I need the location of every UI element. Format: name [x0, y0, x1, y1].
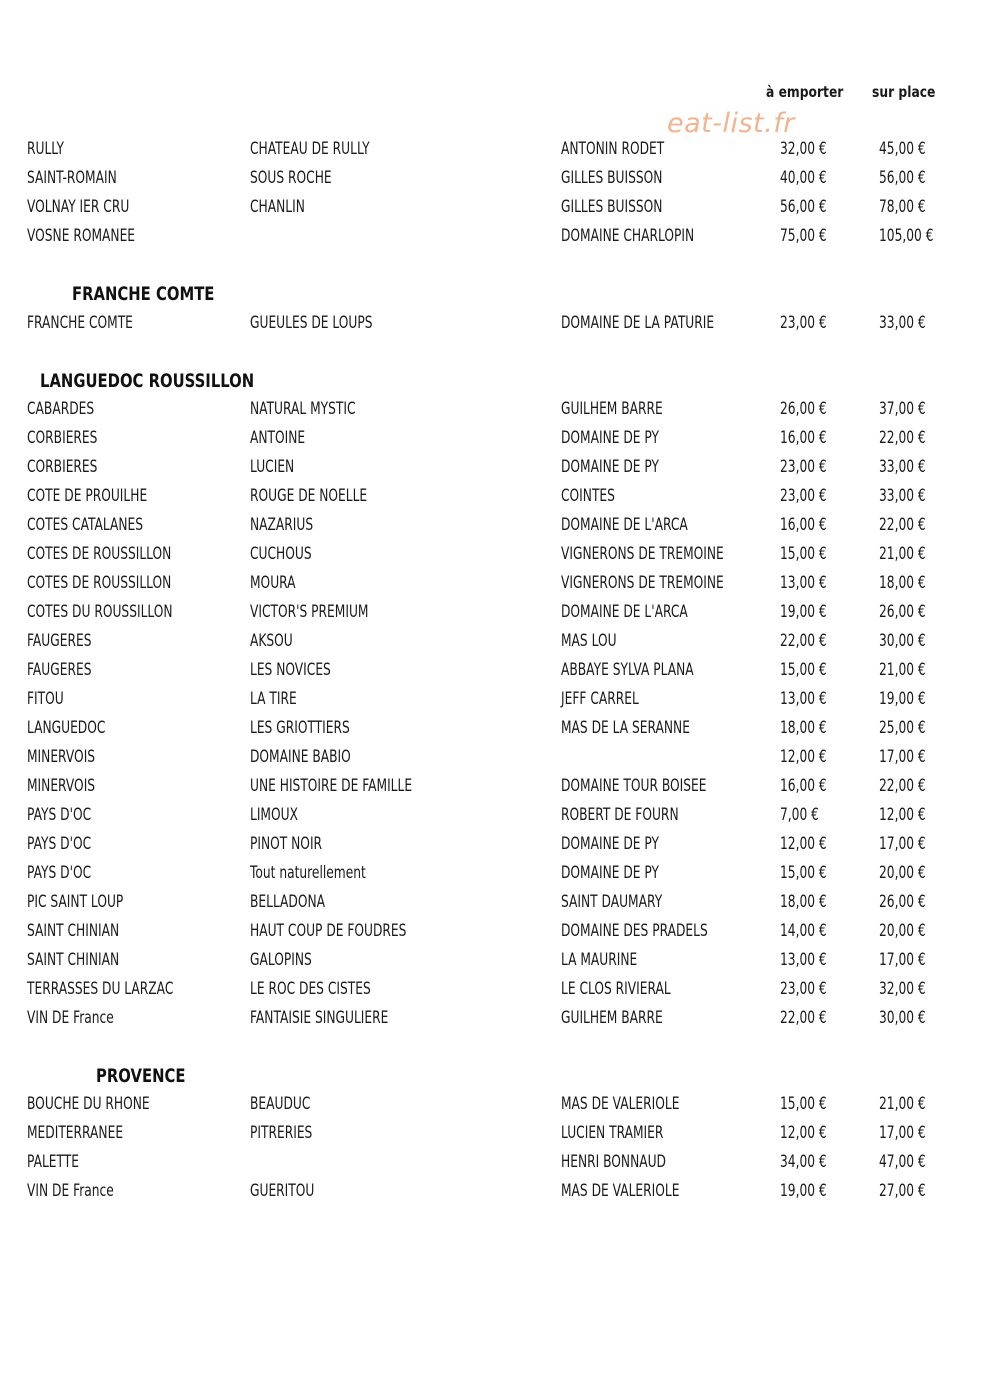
price-takeaway: 12,00 € — [780, 834, 827, 854]
wine-row — [0, 164, 989, 193]
wine-row — [0, 830, 989, 859]
appellation: CORBIERES — [27, 457, 98, 477]
price-on-site: 27,00 € — [879, 1181, 926, 1201]
producer: LA MAURINE — [561, 950, 638, 970]
producer: DOMAINE DE LA PATURIE — [561, 313, 715, 333]
appellation: SAINT CHINIAN — [27, 921, 120, 941]
cuvee: LES GRIOTTIERS — [250, 718, 350, 738]
appellation: FRANCHE COMTE — [27, 313, 133, 333]
cuvee: LUCIEN — [250, 457, 295, 477]
wine-row — [0, 193, 989, 222]
cuvee: CUCHOUS — [250, 544, 312, 564]
producer: JEFF CARREL — [561, 689, 639, 709]
price-on-site: 20,00 € — [879, 921, 926, 941]
section-title: FRANCHE COMTE — [72, 283, 215, 305]
price-takeaway: 15,00 € — [780, 544, 827, 564]
producer: DOMAINE TOUR BOISEE — [561, 776, 707, 796]
price-on-site: 26,00 € — [879, 892, 926, 912]
producer: ABBAYE SYLVA PLANA — [561, 660, 694, 680]
wine-row — [0, 135, 989, 164]
cuvee: LA TIRE — [250, 689, 297, 709]
price-on-site: 17,00 € — [879, 834, 926, 854]
price-on-site: 45,00 € — [879, 139, 926, 159]
producer: MAS DE VALERIOLE — [561, 1094, 680, 1114]
appellation: COTES DE ROUSSILLON — [27, 544, 172, 564]
producer: MAS DE LA SERANNE — [561, 718, 690, 738]
wine-row — [0, 859, 989, 888]
appellation: CABARDES — [27, 399, 95, 419]
price-takeaway: 16,00 € — [780, 776, 827, 796]
producer: GUILHEM BARRE — [561, 1008, 663, 1028]
producer: DOMAINE DE L'ARCA — [561, 515, 688, 535]
wine-row — [0, 685, 989, 714]
price-takeaway: 13,00 € — [780, 573, 827, 593]
price-takeaway: 40,00 € — [780, 168, 827, 188]
wine-row — [0, 801, 989, 830]
appellation: CORBIERES — [27, 428, 98, 448]
price-takeaway: 23,00 € — [780, 979, 827, 999]
cuvee: GUEULES DE LOUPS — [250, 313, 373, 333]
appellation: PAYS D'OC — [27, 863, 92, 883]
price-takeaway: 18,00 € — [780, 892, 827, 912]
price-on-site: 26,00 € — [879, 602, 926, 622]
wine-row — [0, 917, 989, 946]
wine-row — [0, 309, 989, 338]
cuvee: HAUT COUP DE FOUDRES — [250, 921, 407, 941]
cuvee: NATURAL MYSTIC — [250, 399, 356, 419]
price-takeaway: 13,00 € — [780, 950, 827, 970]
wine-row — [0, 1004, 989, 1033]
wine-row — [0, 569, 989, 598]
wine-row — [0, 946, 989, 975]
price-takeaway: 56,00 € — [780, 197, 827, 217]
cuvee: GALOPINS — [250, 950, 312, 970]
appellation: FITOU — [27, 689, 64, 709]
price-takeaway: 12,00 € — [780, 1123, 827, 1143]
price-on-site: 56,00 € — [879, 168, 926, 188]
price-on-site: 21,00 € — [879, 660, 926, 680]
cuvee: VICTOR'S PREMIUM — [250, 602, 369, 622]
cuvee: GUERITOU — [250, 1181, 315, 1201]
price-on-site: 30,00 € — [879, 1008, 926, 1028]
cuvee: MOURA — [250, 573, 296, 593]
price-takeaway: 22,00 € — [780, 1008, 827, 1028]
producer: COINTES — [561, 486, 615, 506]
wine-row — [0, 222, 989, 251]
producer: DOMAINE DES PRADELS — [561, 921, 708, 941]
price-takeaway: 15,00 € — [780, 863, 827, 883]
appellation: RULLY — [27, 139, 64, 159]
cuvee: PINOT NOIR — [250, 834, 323, 854]
appellation: VIN DE France — [27, 1008, 114, 1028]
price-takeaway: 7,00 € — [780, 805, 819, 825]
wine-row — [0, 1119, 989, 1148]
price-on-site: 17,00 € — [879, 747, 926, 767]
cuvee: Tout naturellement — [250, 863, 366, 883]
producer: MAS DE VALERIOLE — [561, 1181, 680, 1201]
appellation: TERRASSES DU LARZAC — [27, 979, 174, 999]
column-header-takeaway: à emporter — [766, 83, 844, 101]
price-takeaway: 16,00 € — [780, 428, 827, 448]
price-takeaway: 19,00 € — [780, 1181, 827, 1201]
price-takeaway: 13,00 € — [780, 689, 827, 709]
appellation: PAYS D'OC — [27, 805, 92, 825]
appellation: PALETTE — [27, 1152, 79, 1172]
price-takeaway: 75,00 € — [780, 226, 827, 246]
price-on-site: 78,00 € — [879, 197, 926, 217]
price-on-site: 21,00 € — [879, 1094, 926, 1114]
cuvee: FANTAISIE SINGULIERE — [250, 1008, 389, 1028]
cuvee: ANTOINE — [250, 428, 306, 448]
price-on-site: 22,00 € — [879, 428, 926, 448]
wine-row — [0, 1090, 989, 1119]
price-on-site: 32,00 € — [879, 979, 926, 999]
appellation: COTES DE ROUSSILLON — [27, 573, 172, 593]
producer: LE CLOS RIVIERAL — [561, 979, 671, 999]
wine-row — [0, 424, 989, 453]
producer: GUILHEM BARRE — [561, 399, 663, 419]
cuvee: CHANLIN — [250, 197, 305, 217]
producer: ROBERT DE FOURN — [561, 805, 679, 825]
price-takeaway: 22,00 € — [780, 631, 827, 651]
price-takeaway: 26,00 € — [780, 399, 827, 419]
wine-row — [0, 395, 989, 424]
price-on-site: 19,00 € — [879, 689, 926, 709]
price-takeaway: 12,00 € — [780, 747, 827, 767]
cuvee: BEAUDUC — [250, 1094, 311, 1114]
appellation: PIC SAINT LOUP — [27, 892, 124, 912]
appellation: SAINT CHINIAN — [27, 950, 120, 970]
price-on-site: 25,00 € — [879, 718, 926, 738]
wine-row — [0, 656, 989, 685]
producer: DOMAINE DE PY — [561, 428, 660, 448]
appellation: COTES CATALANES — [27, 515, 144, 535]
appellation: VOLNAY IER CRU — [27, 197, 130, 217]
cuvee: SOUS ROCHE — [250, 168, 332, 188]
producer: GILLES BUISSON — [561, 168, 663, 188]
cuvee: LIMOUX — [250, 805, 298, 825]
price-on-site: 22,00 € — [879, 515, 926, 535]
producer: ANTONIN RODET — [561, 139, 665, 159]
wine-row — [0, 482, 989, 511]
price-on-site: 17,00 € — [879, 1123, 926, 1143]
producer: DOMAINE DE PY — [561, 457, 660, 477]
wine-row — [0, 598, 989, 627]
price-on-site: 18,00 € — [879, 573, 926, 593]
price-on-site: 37,00 € — [879, 399, 926, 419]
watermark-logo: eat-list.fr — [667, 108, 795, 139]
wine-row — [0, 1148, 989, 1177]
price-on-site: 22,00 € — [879, 776, 926, 796]
wine-row — [0, 888, 989, 917]
price-on-site: 47,00 € — [879, 1152, 926, 1172]
price-takeaway: 23,00 € — [780, 313, 827, 333]
producer: MAS LOU — [561, 631, 617, 651]
appellation: MINERVOIS — [27, 747, 96, 767]
producer: LUCIEN TRAMIER — [561, 1123, 664, 1143]
column-header-on-site: sur place — [872, 83, 936, 101]
price-takeaway: 14,00 € — [780, 921, 827, 941]
price-on-site: 33,00 € — [879, 457, 926, 477]
wine-row — [0, 627, 989, 656]
appellation: BOUCHE DU RHONE — [27, 1094, 150, 1114]
price-on-site: 105,00 € — [879, 226, 934, 246]
producer: GILLES BUISSON — [561, 197, 663, 217]
appellation: MEDITERRANEE — [27, 1123, 124, 1143]
price-takeaway: 23,00 € — [780, 457, 827, 477]
price-on-site: 33,00 € — [879, 313, 926, 333]
producer: SAINT DAUMARY — [561, 892, 663, 912]
price-takeaway: 16,00 € — [780, 515, 827, 535]
wine-row — [0, 540, 989, 569]
cuvee: ROUGE DE NOELLE — [250, 486, 368, 506]
price-on-site: 17,00 € — [879, 950, 926, 970]
price-on-site: 21,00 € — [879, 544, 926, 564]
price-on-site: 33,00 € — [879, 486, 926, 506]
cuvee: AKSOU — [250, 631, 293, 651]
cuvee: NAZARIUS — [250, 515, 314, 535]
cuvee: BELLADONA — [250, 892, 326, 912]
wine-row — [0, 975, 989, 1004]
wine-row — [0, 714, 989, 743]
appellation: PAYS D'OC — [27, 834, 92, 854]
cuvee: CHATEAU DE RULLY — [250, 139, 370, 159]
appellation: VIN DE France — [27, 1181, 114, 1201]
price-takeaway: 34,00 € — [780, 1152, 827, 1172]
section-title: PROVENCE — [96, 1065, 186, 1087]
appellation: VOSNE ROMANEE — [27, 226, 136, 246]
appellation: FAUGERES — [27, 660, 92, 680]
wine-row — [0, 1177, 989, 1206]
cuvee: DOMAINE BABIO — [250, 747, 351, 767]
price-takeaway: 32,00 € — [780, 139, 827, 159]
cuvee: LES NOVICES — [250, 660, 331, 680]
producer: DOMAINE DE L'ARCA — [561, 602, 688, 622]
appellation: MINERVOIS — [27, 776, 96, 796]
producer: DOMAINE DE PY — [561, 863, 660, 883]
section-title: LANGUEDOC ROUSSILLON — [40, 370, 255, 392]
producer: VIGNERONS DE TREMOINE — [561, 573, 724, 593]
wine-row — [0, 511, 989, 540]
cuvee: UNE HISTOIRE DE FAMILLE — [250, 776, 413, 796]
price-takeaway: 15,00 € — [780, 1094, 827, 1114]
appellation: COTES DU ROUSSILLON — [27, 602, 173, 622]
price-takeaway: 23,00 € — [780, 486, 827, 506]
price-takeaway: 18,00 € — [780, 718, 827, 738]
price-on-site: 30,00 € — [879, 631, 926, 651]
appellation: SAINT-ROMAIN — [27, 168, 117, 188]
producer: VIGNERONS DE TREMOINE — [561, 544, 724, 564]
price-on-site: 20,00 € — [879, 863, 926, 883]
producer: DOMAINE CHARLOPIN — [561, 226, 695, 246]
price-on-site: 12,00 € — [879, 805, 926, 825]
appellation: COTE DE PROUILHE — [27, 486, 148, 506]
producer: HENRI BONNAUD — [561, 1152, 666, 1172]
price-takeaway: 15,00 € — [780, 660, 827, 680]
wine-row — [0, 453, 989, 482]
appellation: LANGUEDOC — [27, 718, 106, 738]
wine-row — [0, 743, 989, 772]
wine-row — [0, 772, 989, 801]
producer: DOMAINE DE PY — [561, 834, 660, 854]
cuvee: LE ROC DES CISTES — [250, 979, 371, 999]
appellation: FAUGERES — [27, 631, 92, 651]
price-takeaway: 19,00 € — [780, 602, 827, 622]
cuvee: PITRERIES — [250, 1123, 313, 1143]
